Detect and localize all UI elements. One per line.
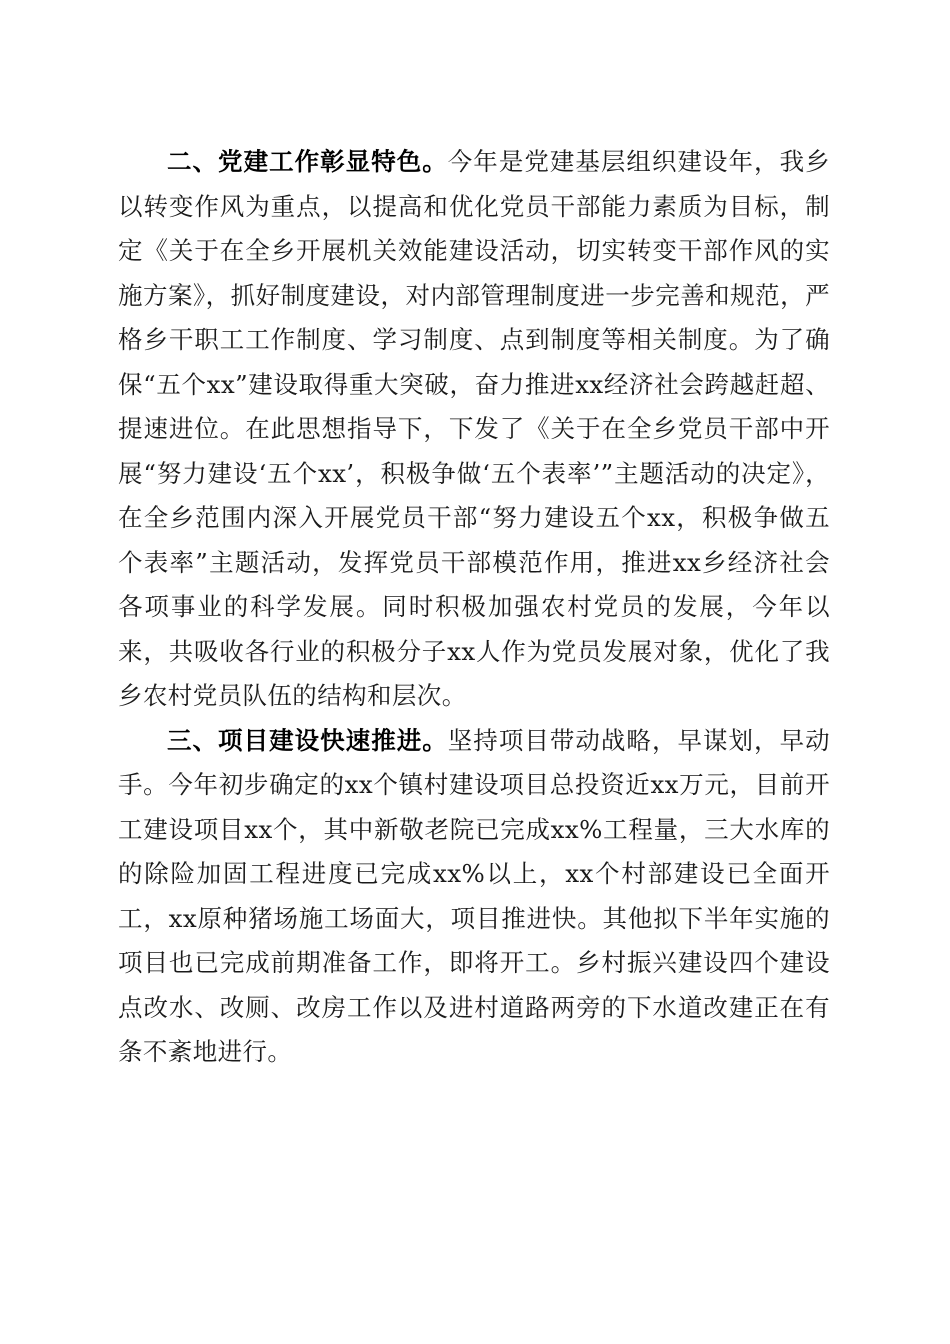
section-heading-party-building: 二、党建工作彰显特色。 xyxy=(167,147,448,176)
paragraph-body: 坚持项目带动战略，早谋划，早动手。今年初步确定的xx个镇村建设项目总投资近xx万元，目前开工建设项目xx个，其中新敬老院已完成xx%工程量，三大水库的的除险加固工程进度已完成xx%以上，xx个村部建设已全面开工，xx原种猪场施工场面大，项目推进快。其他拟下半年实施的项目也已完成前期准备工作，即将开工。乡村振兴建设四个建设点改水、改厕、改房工作以及进村道路两旁的下水道改建正在有条不紊地进行。 xyxy=(118,725,830,1066)
document-page xyxy=(118,140,830,1075)
paragraph-party-building xyxy=(118,140,830,719)
paragraph-project-construction xyxy=(118,719,830,1075)
section-heading-project-construction: 三、项目建设快速推进。 xyxy=(167,725,448,755)
paragraph-body: 今年是党建基层组织建设年，我乡以转变作风为重点，以提高和优化党员干部能力素质为目标，制定《关于在全乡开展机关效能建设活动，切实转变干部作风的实施方案》，抓好制度建设，对内部管理制度进一步完善和规范，严格乡干职工工作制度、学习制度、点到制度等相关制度。为了确保“五个xx”建设取得重大突破，奋力推进xx经济社会跨越赶超、提速进位。在此思想指导下，下发了《关于在全乡党员干部中开展“努力建设‘五个xx’，积极争做‘五个表率’”主题活动的决定》，在全乡范围内深入开展党员干部“努力建设五个xx，积极争做五个表率”主题活动，发挥党员干部模范作用，推进xx乡经济社会各项事业的科学发展。同时积极加强农村党员的发展，今年以来，共吸收各行业的积极分子xx人作为党员发展对象，优化了我乡农村党员队伍的结构和层次。 xyxy=(118,147,830,710)
